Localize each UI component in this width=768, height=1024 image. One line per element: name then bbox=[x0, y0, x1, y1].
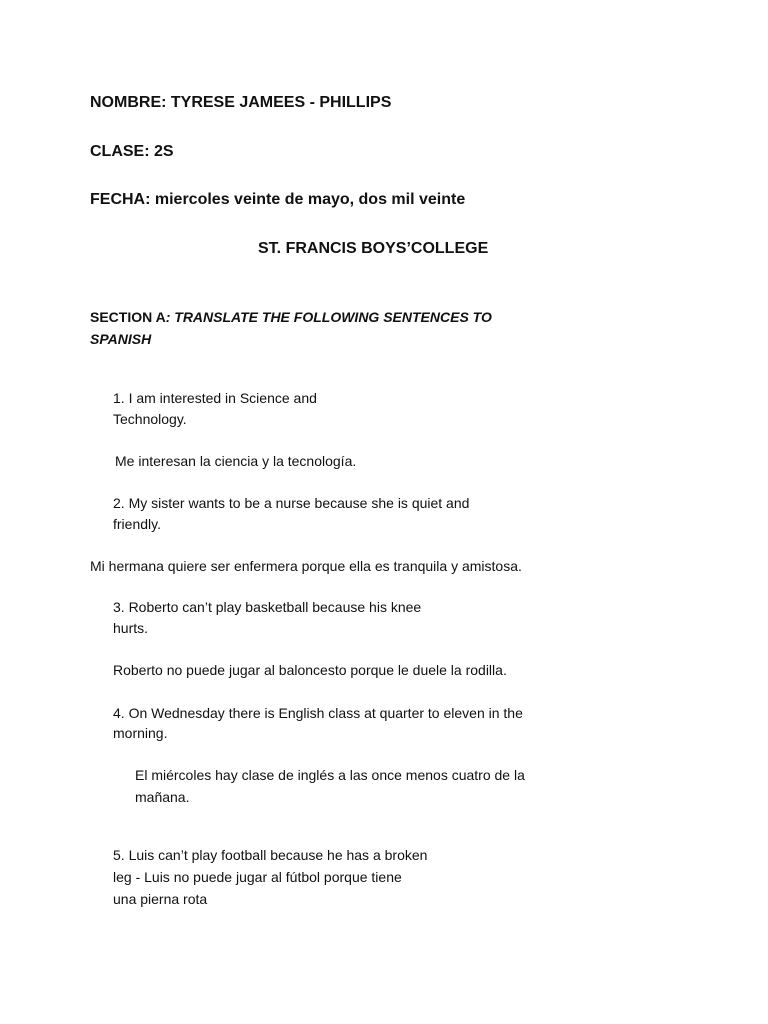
question-5: 5. Luis can’t play football because he has a broken bbox=[113, 847, 428, 863]
student-name: NOMBRE: TYRESE JAMEES - PHILLIPS bbox=[90, 94, 392, 111]
section-heading-line2 bbox=[90, 331, 151, 347]
question-2: 2. My sister wants to be a nurse because she is quiet and bbox=[113, 495, 470, 511]
section-label: SECTION A bbox=[90, 309, 166, 325]
question-4: 4. On Wednesday there is English class at quarter to eleven in the bbox=[113, 705, 523, 721]
date-label: FECHA: miercoles veinte de mayo, dos mil veinte bbox=[90, 191, 466, 208]
answer-4: El miércoles hay clase de inglés a las once menos cuatro de la bbox=[135, 767, 525, 783]
answer-4-cont: mañana. bbox=[135, 789, 190, 805]
question-3-cont: hurts. bbox=[113, 620, 149, 636]
school-title: ST. FRANCIS BOYS’COLLEGE bbox=[258, 240, 489, 257]
question-5-cont: leg - Luis no puede jugar al fútbol porque tiene bbox=[113, 869, 402, 885]
class-label: CLASE: 2S bbox=[90, 143, 174, 160]
question-2-cont: friendly. bbox=[113, 516, 161, 532]
question-1: 1. I am interested in Science and bbox=[113, 390, 317, 406]
question-3: 3. Roberto can’t play basketball because his knee bbox=[113, 599, 422, 615]
question-5-cont2: una pierna rota bbox=[113, 891, 208, 907]
question-4-cont: morning. bbox=[113, 725, 168, 741]
section-heading bbox=[90, 309, 492, 325]
section-instruction: : TRANSLATE THE FOLLOWING SENTENCES TO bbox=[165, 309, 492, 325]
answer-3: Roberto no puede jugar al baloncesto porque le duele la rodilla. bbox=[113, 662, 507, 678]
answer-1: Me interesan la ciencia y la tecnología. bbox=[115, 453, 357, 469]
question-1-cont: Technology. bbox=[113, 411, 187, 427]
answer-2: Mi hermana quiere ser enfermera porque ella es tranquila y amistosa. bbox=[90, 558, 522, 574]
section-instruction-cont: SPANISH bbox=[90, 331, 152, 347]
